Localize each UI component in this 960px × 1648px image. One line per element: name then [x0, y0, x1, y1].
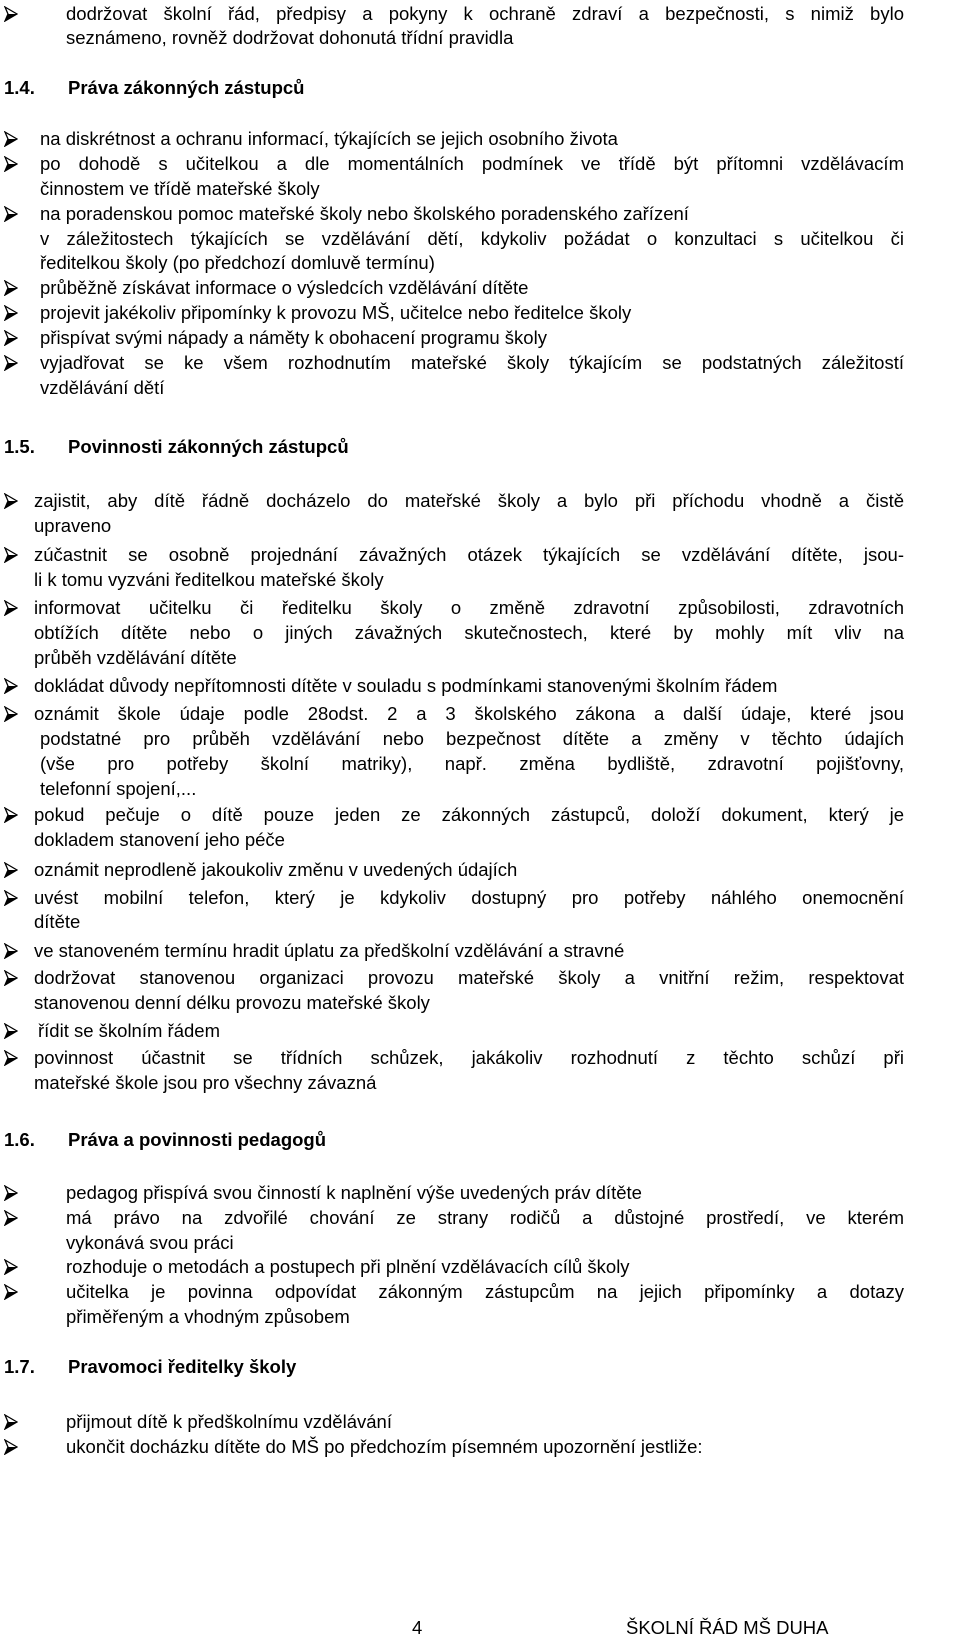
list-item-line: průběh vzdělávání dítěte: [34, 647, 237, 668]
arrowhead-bullet-icon: [4, 131, 18, 147]
list-item-line: v záležitostech týkajících se vzdělávání dětí, kdykoliv požádat o konzultaci s učitelkou či: [40, 228, 904, 249]
section-title: Pravomoci ředitelky školy: [68, 1356, 297, 1377]
list-item-line: dítěte: [34, 911, 81, 932]
arrowhead-bullet-icon: [4, 890, 18, 906]
arrowhead-bullet-icon: [4, 943, 18, 959]
list-item-line: upraveno: [34, 515, 112, 536]
list-item-line: mateřské škole jsou pro všechny závazná: [34, 1072, 377, 1093]
arrowhead-bullet-icon: [4, 6, 18, 22]
arrowhead-bullet-icon: [4, 1259, 18, 1275]
arrowhead-bullet-icon: [4, 862, 18, 878]
arrowhead-bullet-icon: [4, 600, 18, 616]
list-item-line: obtížích dítěte nebo o jiných závažných skutečnostech, které by mohly mít vliv na: [34, 622, 904, 643]
list-item-line: po dohodě s učitelkou a dle momentálních podmínek ve třídě být přítomni vzdělávacím: [40, 153, 904, 174]
list-item-line: dokladem stanovení jeho péče: [34, 829, 285, 850]
list-item-line: vzdělávání dětí: [40, 377, 165, 398]
list-item-line: pedagog přispívá svou činností k naplnění výše uvedených práv dítěte: [66, 1182, 642, 1203]
arrowhead-bullet-icon: [4, 1414, 18, 1430]
list-item-line: přijmout dítě k předškolnímu vzdělávání: [66, 1411, 392, 1432]
list-item-line: seznámeno, rovněž dodržovat dohonutá třídní pravidla: [66, 27, 514, 48]
arrowhead-bullet-icon: [4, 1439, 18, 1455]
section-title: Práva a povinnosti pedagogů: [68, 1129, 327, 1150]
section-number: 1.5.: [4, 436, 35, 457]
arrowhead-bullet-icon: [4, 493, 18, 509]
list-item-line: oznámit škole údaje podle 28odst. 2 a 3 školského zákona a další údaje, které jsou: [34, 703, 904, 724]
section-title: Práva zákonných zástupců: [68, 77, 305, 98]
arrowhead-bullet-icon: [4, 1284, 18, 1300]
section-number: 1.6.: [4, 1129, 35, 1150]
list-item-line: informovat učitelku či ředitelku školy o změně zdravotní způsobilosti, zdravotních: [34, 597, 904, 618]
list-item-line: povinnost účastnit se třídních schůzek, jakákoliv rozhodnutí z těchto schůzí při: [34, 1047, 904, 1068]
list-item-line: ukončit docházku dítěte do MŠ po předchozím písemném upozornění jestliže:: [66, 1436, 703, 1457]
document-title: ŠKOLNÍ ŘÁD MŠ DUHA: [626, 1617, 829, 1638]
list-item-line: dodržovat stanovenou organizaci provozu mateřské školy a vnitřní režim, respektovat: [34, 967, 904, 988]
arrowhead-bullet-icon: [4, 678, 18, 694]
list-item-line: zajistit, aby dítě řádně docházelo do mateřské školy a bylo při příchodu vhodně a čistě: [34, 490, 904, 511]
list-item-line: činnostem ve třídě mateřské školy: [40, 178, 320, 199]
list-item-line: zúčastnit se osobně projednání závažných otázek týkajících se vzdělávání dítěte, jsou-: [34, 544, 904, 565]
list-item-line: průběžně získávat informace o výsledcích vzdělávání dítěte: [40, 277, 529, 298]
list-item-line: má právo na zdvořilé chování ze strany rodičů a důstojné prostředí, ve kterém: [66, 1207, 904, 1228]
list-item-line: oznámit neprodleně jakoukoliv změnu v uvedených údajích: [34, 859, 518, 880]
list-item-line: li k tomu vyzváni ředitelkou mateřské školy: [34, 569, 384, 590]
arrowhead-bullet-icon: [4, 355, 18, 371]
arrowhead-bullet-icon: [4, 156, 18, 172]
list-item-line: pokud pečuje o dítě pouze jeden ze zákonných zástupců, doloží dokument, který je: [34, 804, 904, 825]
arrowhead-bullet-icon: [4, 1185, 18, 1201]
list-item-line: stanovenou denní délku provozu mateřské školy: [34, 992, 430, 1013]
arrowhead-bullet-icon: [4, 305, 18, 321]
list-item-line: řídit se školním řádem: [38, 1020, 220, 1041]
arrowhead-bullet-icon: [4, 206, 18, 222]
arrowhead-bullet-icon: [4, 1023, 18, 1039]
page-number: 4: [412, 1617, 423, 1638]
section-title: Povinnosti zákonných zástupců: [68, 436, 349, 457]
list-item-line: ve stanoveném termínu hradit úplatu za předškolní vzdělávání a stravné: [34, 940, 625, 961]
list-item-line: vykonává svou práci: [66, 1232, 234, 1253]
list-item-line: (vše pro potřeby školní matriky), např. změna bydliště, zdravotní pojišťovny,: [40, 753, 904, 774]
list-item-line: dodržovat školní řád, předpisy a pokyny k ochraně zdraví a bezpečnosti, s nimiž bylo: [66, 3, 904, 24]
list-item-line: vyjadřovat se ke všem rozhodnutím mateřské školy týkajícím se podstatných záležitostí: [40, 352, 904, 373]
arrowhead-bullet-icon: [4, 970, 18, 986]
arrowhead-bullet-icon: [4, 547, 18, 563]
list-item-line: přispívat svými nápady a náměty k obohacení programu školy: [40, 327, 547, 348]
list-item-line: na diskrétnost a ochranu informací, týkajících se jejich osobního života: [40, 128, 618, 149]
list-item-line: uvést mobilní telefon, který je kdykoliv dostupný pro potřeby náhlého onemocnění: [34, 887, 904, 908]
list-item-line: telefonní spojení,...: [40, 778, 197, 799]
arrowhead-bullet-icon: [4, 1210, 18, 1226]
arrowhead-bullet-icon: [4, 1050, 18, 1066]
arrowhead-bullet-icon: [4, 330, 18, 346]
list-item-line: dokládat důvody nepřítomnosti dítěte v souladu s podmínkami stanovenými školním řádem: [34, 675, 778, 696]
list-item-line: na poradenskou pomoc mateřské školy nebo školského poradenského zařízení: [40, 203, 689, 224]
list-item-line: rozhoduje o metodách a postupech při plnění vzdělávacích cílů školy: [66, 1256, 630, 1277]
list-item-line: projevit jakékoliv připomínky k provozu MŠ, učitelce nebo ředitelce školy: [40, 302, 632, 323]
list-item-line: podstatné pro průběh vzdělávání nebo bezpečnost dítěte a změny v těchto údajích: [40, 728, 904, 749]
section-number: 1.7.: [4, 1356, 35, 1377]
arrowhead-bullet-icon: [4, 280, 18, 296]
list-item-line: učitelka je povinna odpovídat zákonným zástupcům na jejich připomínky a dotazy: [66, 1281, 904, 1302]
arrowhead-bullet-icon: [4, 706, 18, 722]
arrowhead-bullet-icon: [4, 807, 18, 823]
list-item-line: ředitelkou školy (po předchozí domluvě termínu): [40, 252, 435, 273]
section-number: 1.4.: [4, 77, 35, 98]
list-item-line: přiměřeným a vhodným způsobem: [66, 1306, 350, 1327]
